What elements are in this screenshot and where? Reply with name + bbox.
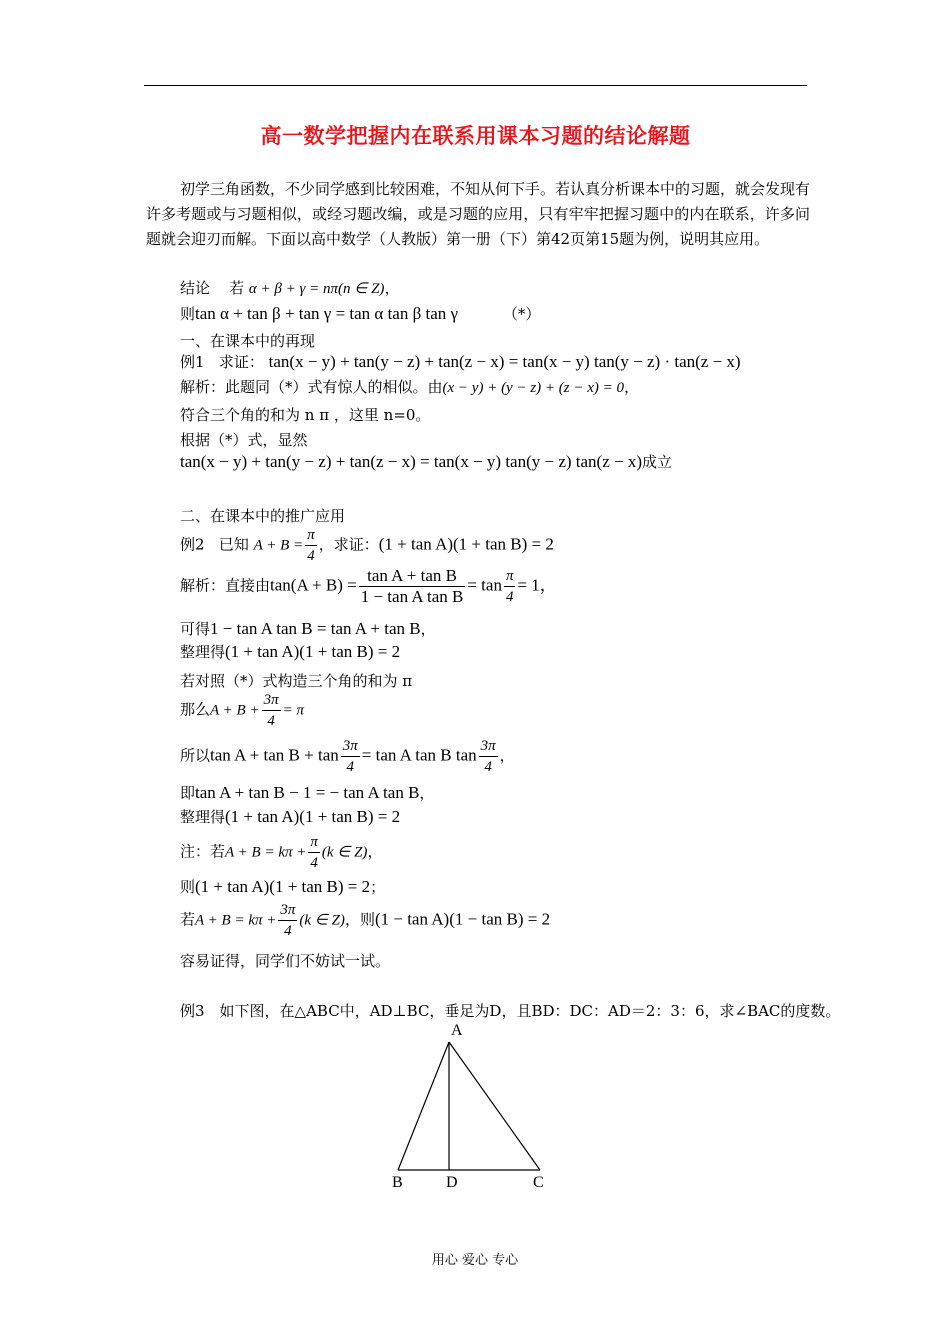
example-2-line-3: 整理得(1 + tan A)(1 + tan B) = 2 [180,642,401,661]
section-2-heading: 二、在课本中的推广应用 [180,507,346,525]
example-2-note: 注：若A + B = kπ + $\frac{\pi}{4}$ (k ∈ Z)， [180,834,383,871]
example-2-line-8: 整理得(1 + tan A)(1 + tan B) = 2 [180,807,401,826]
example-2-line: 例2 已知 A + B = $\frac{\pi}{4}$ ，求证：(1 + tan A)(1 + tan B) = 2 [180,527,554,564]
example-2-line-4: 若对照（*）式构造三个角的和为 π [180,672,413,690]
intro-paragraph [146,177,810,252]
label-b: B [392,1174,403,1191]
label-d: D [446,1174,458,1191]
fraction-pi-over-4: $\frac{\pi}{4}$ [307,527,315,564]
conclusion-condition: α + β + γ = nπ(n ∈ Z) [248,281,385,297]
label-c: C [533,1174,544,1191]
example-2-line-7: 即tan A + tan B − 1 = − tan A tan B， [180,783,435,802]
example-1-line-4: tan(x − y) + tan(y − z) + tan(z − x) = tan(x − y) tan(y − z) tan(z − x)成立 [180,452,673,471]
conclusion-formula: tan α + tan β + tan γ = tan α tan β tan γ [195,304,459,323]
triangle-svg [380,1020,560,1200]
fraction-tan-sum: $\frac{\text{tan A + tan B}}{\text{1 − tan A tan B}}$ [360,566,464,606]
intro-text: 初学三角函数，不少同学感到比较困难，不知从何下手。若认真分析课本中的习题，就会发现有许多考题或与习题相似，或经习题改编，或是习题的应用，只有牢牢把握习题中的内在联系，许多问题就会迎刃而解。下面以高中数学（人教版）第一册（下）第42页第15题为例，说明其应用。 [146,180,811,248]
example-1-line: 例1 求证： tan(x − y) + tan(y − z) + tan(z − x) = tan(x − y) tan(y − z) · tan(z − x) [180,352,741,371]
example-3-text: 例3 如下图，在△ABC中，AD⊥BC，垂足为D，且BD：DC：AD＝2：3：6，求∠BAC的度数。 [180,1002,841,1020]
example-2-note-4: 容易证得，同学们不妨试一试。 [180,952,391,970]
section-1-heading: 一、在课本中的再现 [180,332,316,350]
example-1-solution: 解析：此题同（*）式有惊人的相似。由(x − y) + (y − z) + (z − x) = 0， [180,378,640,396]
page-title: 高一数学把握内在联系用课本习题的结论解题 [260,124,691,148]
example-2-note-3: 若A + B = kπ + $\frac{3\pi}{4}$ (k ∈ Z)，则(1 − tan A)(1 − tan B) = 2 [180,902,551,939]
conclusion-line: 结论 若 α + β + γ = nπ(n ∈ Z)， [180,279,400,297]
label-a: A [451,1022,463,1039]
side-ab [398,1042,449,1170]
page-footer: 用心 爱心 专心 [431,1253,519,1268]
example-1-line-2: 符合三个角的和为 n π ，这里 n=0。 [180,406,431,424]
triangle-figure [380,1020,560,1200]
header-rule [144,85,807,86]
example-1-line-3: 根据（*）式，显然 [180,431,308,449]
example-2-line-2: 可得1 − tan A tan B = tan A + tan B， [180,619,436,638]
example-2-line-6: 所以tan A + tan B + tan $\frac{3\pi}{4}$ = tan A tan B tan $\frac{3\pi}{4}$ ， [180,738,515,775]
example-1-formula: tan(x − y) + tan(y − z) + tan(z − x) = tan(x − y) tan(y − z) · tan(z − x) [268,352,741,371]
example-2-note-2: 则(1 + tan A)(1 + tan B) = 2； [180,877,386,896]
example-2-solution: 解析：直接由tan(A + B) = $\frac{\text{tan A + tan B}}{\text{1 − tan A tan B}}$ = tan $\frac{\pi}{4}$ = 1， [180,566,557,606]
side-ac [449,1042,540,1170]
conclusion-formula-line: 则tan α + tan β + tan γ = tan α tan β tan γ （*） [180,304,541,323]
example-2-line-5: 那么A + B + $\frac{3\pi}{4}$ = π [180,692,304,729]
